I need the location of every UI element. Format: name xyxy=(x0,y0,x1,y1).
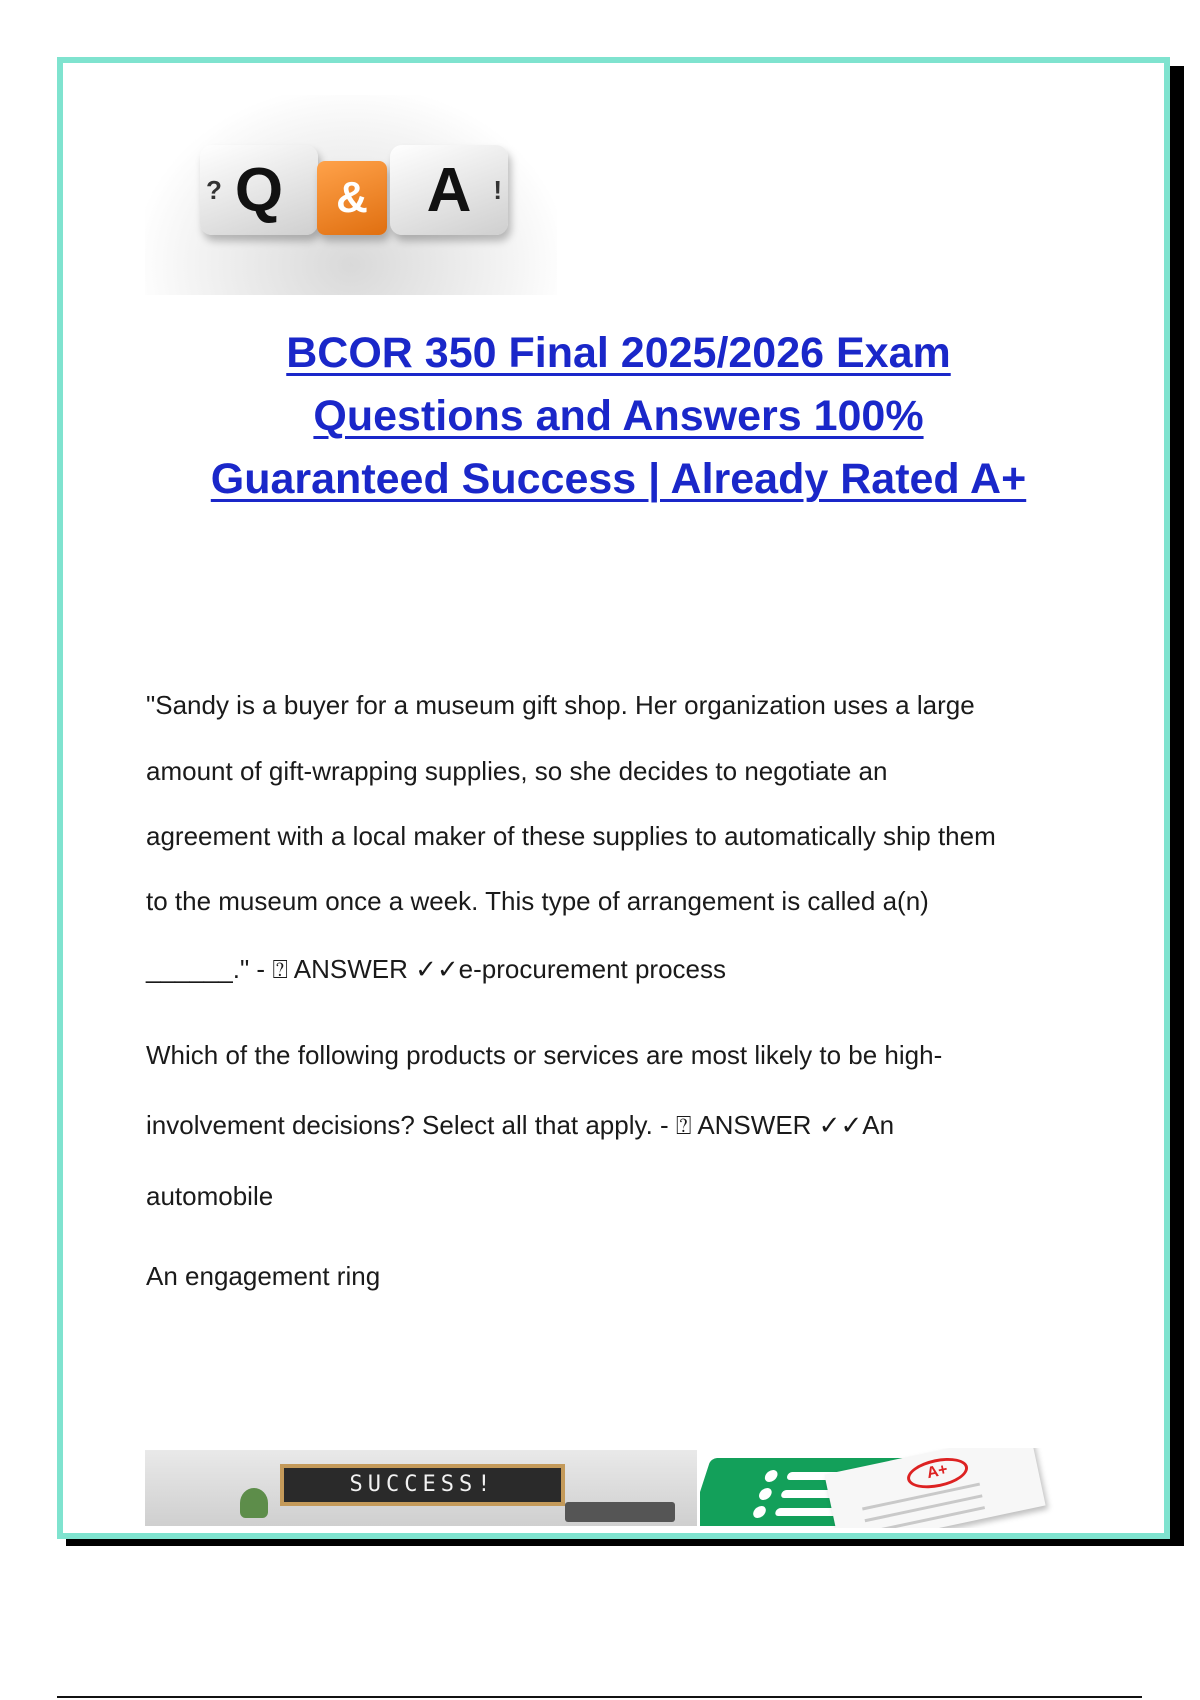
title-line-1: BCOR 350 Final 2025/2026 Exam xyxy=(286,329,951,377)
q2-answer-text: An xyxy=(862,1110,895,1140)
q1-line-4: to the museum once a week. This type of arrangement is called a(n) xyxy=(146,886,929,916)
die-a-letter: A xyxy=(426,155,472,225)
success-banner-image xyxy=(145,1450,697,1526)
die-q xyxy=(200,145,318,235)
title-line-3: Guaranteed Success | Already Rated A+ xyxy=(210,455,1027,503)
q2-line-2 xyxy=(146,1110,894,1142)
unknown-glyph-icon: ⍰ xyxy=(675,1111,692,1141)
bottom-divider xyxy=(57,1696,1142,1698)
q1-answer-label: ANSWER xyxy=(293,954,408,984)
q2-line-3: automobile xyxy=(146,1181,274,1211)
unknown-glyph-icon: ⍰ xyxy=(272,955,288,985)
grade-banner-image xyxy=(700,1448,1080,1528)
q2-line-2-prefix: involvement decisions? Select all that apply. - xyxy=(146,1110,676,1140)
document-title xyxy=(120,322,1117,511)
die-ampersand xyxy=(317,161,387,235)
q2-line-4: An engagement ring xyxy=(146,1261,381,1291)
plant-icon xyxy=(240,1488,268,1518)
success-board: SUCCESS! xyxy=(280,1464,565,1506)
q2-answer-label: ANSWER xyxy=(697,1110,812,1140)
q1-answer-prefix: ______." - xyxy=(146,954,273,984)
double-check-icon: ✓✓ xyxy=(415,955,459,985)
die-a-side-mark: ! xyxy=(493,175,502,205)
qa-dice-logo xyxy=(145,95,557,295)
grade-badge: A+ xyxy=(904,1453,970,1493)
die-q-side-mark: ? xyxy=(206,175,222,205)
laptop-icon xyxy=(565,1502,675,1522)
die-ampersand-symbol: & xyxy=(336,173,368,222)
q2-line-1: Which of the following products or services are most likely to be high- xyxy=(146,1040,943,1070)
die-a xyxy=(390,145,508,235)
die-q-letter: Q xyxy=(234,155,284,225)
q1-answer-line xyxy=(146,954,726,986)
q1-line-3: agreement with a local maker of these supplies to automatically ship them xyxy=(146,821,996,851)
q1-line-2: amount of gift-wrapping supplies, so she decides to negotiate an xyxy=(146,756,888,786)
q1-answer-text: e-procurement process xyxy=(458,954,727,984)
title-line-2: Questions and Answers 100% xyxy=(313,392,924,440)
q1-line-1: "Sandy is a buyer for a museum gift shop. Her organization uses a large xyxy=(146,690,975,720)
double-check-icon: ✓✓ xyxy=(818,1111,863,1141)
